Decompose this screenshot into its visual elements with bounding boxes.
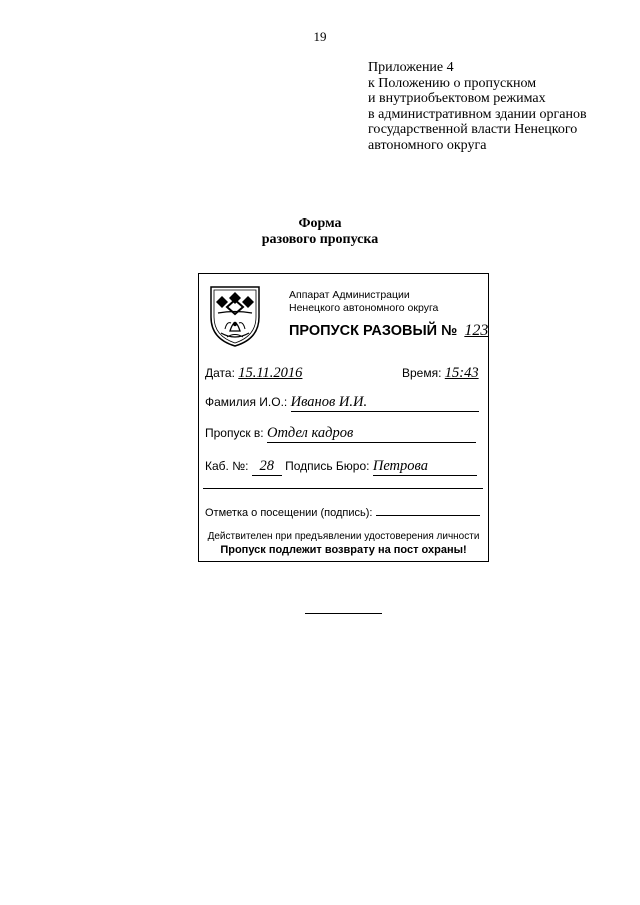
date-row: [205, 365, 302, 382]
appendix-line: к Положению о пропускном: [368, 75, 537, 91]
room-field[interactable]: [252, 458, 282, 476]
bureau-signature-label: Подпись Бюро:: [285, 459, 370, 473]
name-value: Иванов И.И.: [290, 394, 368, 410]
room-row: [205, 458, 477, 476]
page-number: 19: [313, 29, 327, 44]
appendix-line: в административном здании органов: [368, 106, 587, 122]
name-row: [205, 394, 479, 412]
organization-name: [289, 289, 438, 315]
organization-line2: Ненецкого автономного округа: [289, 302, 439, 314]
name-field[interactable]: [291, 394, 479, 412]
room-label: Каб. №:: [205, 459, 249, 473]
department-field[interactable]: [267, 425, 476, 443]
time-row: [402, 365, 479, 382]
appendix-line: автономного округа: [368, 137, 487, 153]
pass-title: [289, 322, 488, 340]
pass-number: 123: [464, 322, 489, 339]
visit-mark-label: Отметка о посещении (подпись):: [205, 507, 373, 519]
organization-line1: Аппарат Администрации: [289, 289, 410, 301]
room-value: 28: [259, 458, 275, 474]
department-label: Пропуск в:: [205, 426, 264, 440]
bureau-signature-value: Петрова: [372, 458, 428, 474]
appendix-line: государственной власти Ненецкого: [368, 122, 578, 138]
bureau-signature-field[interactable]: [373, 458, 477, 476]
section-divider: [203, 488, 483, 489]
time-value: 15:43: [444, 365, 479, 381]
form-title: [0, 216, 640, 248]
date-value: 15.11.2016: [238, 365, 303, 381]
time-label: Время:: [402, 366, 442, 380]
form-title-line1: Форма: [298, 216, 342, 231]
department-row: [205, 425, 476, 443]
visit-mark-field[interactable]: [376, 505, 480, 516]
name-label: Фамилия И.О.:: [205, 395, 288, 409]
department-value: Отдел кадров: [266, 425, 354, 441]
date-label: Дата:: [205, 366, 235, 380]
end-of-document-rule: [305, 613, 382, 614]
appendix-line: и внутриобъектовом режимах: [368, 91, 546, 107]
return-warning: Пропуск подлежит возврату на пост охраны!: [220, 544, 467, 556]
nenets-coat-of-arms-icon: [207, 283, 263, 349]
appendix-header: [368, 60, 587, 154]
appendix-line: Приложение 4: [368, 60, 454, 75]
visit-mark-row: [205, 505, 480, 519]
one-time-pass-form: [198, 273, 489, 562]
form-title-line2: разового пропуска: [261, 232, 379, 247]
validity-note: Действителен при предъявлении удостоверения личности: [207, 531, 480, 542]
pass-title-label: ПРОПУСК РАЗОВЫЙ №: [289, 323, 458, 339]
